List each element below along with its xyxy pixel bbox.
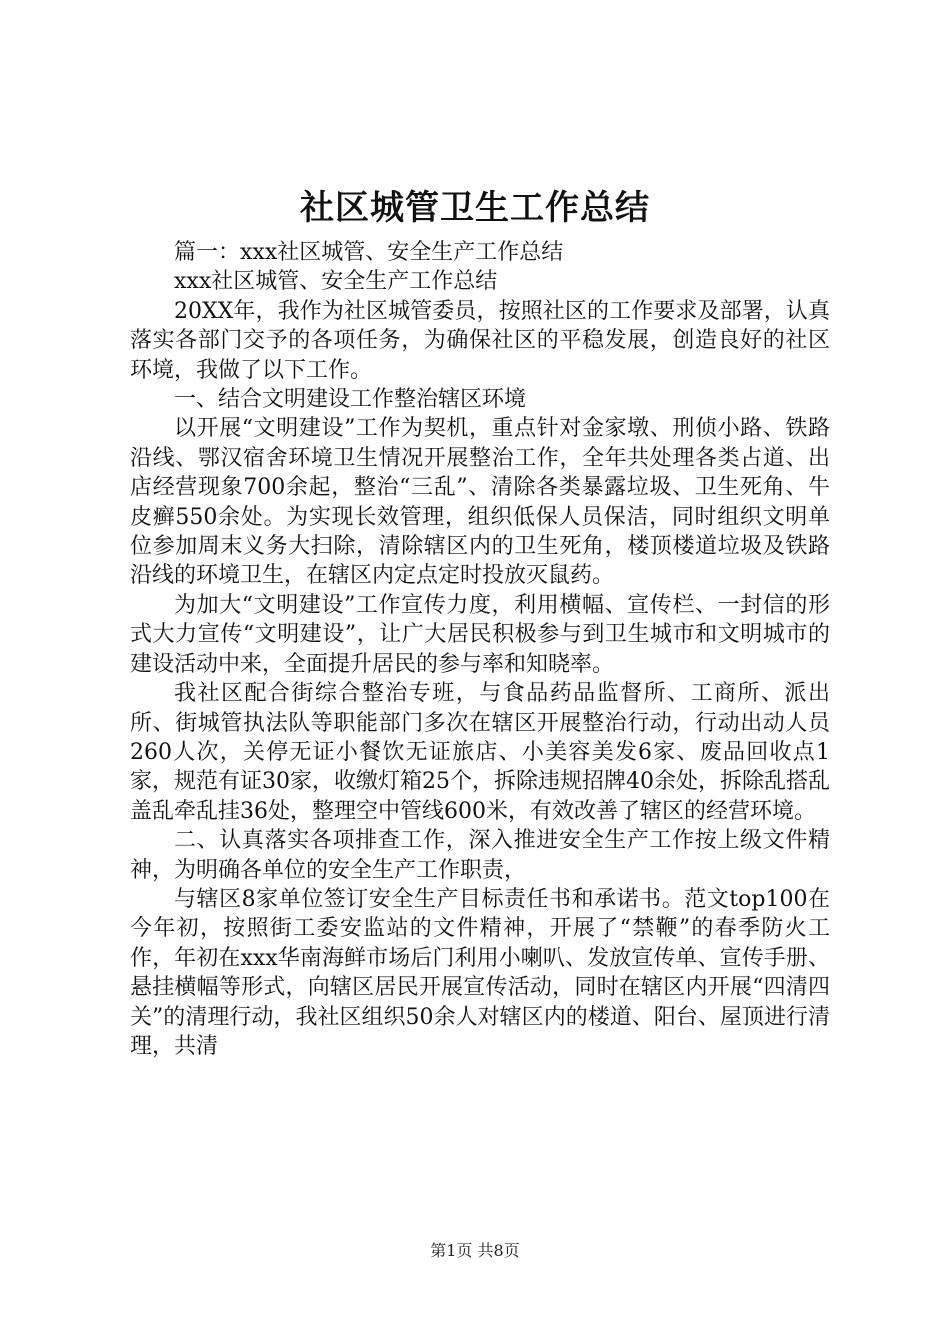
section-heading: 一、结合文明建设工作整治辖区环境 (174, 387, 527, 413)
paragraph: 为加大“文明建设”工作宣传力度，利用横幅、宣传栏、一封信的形式大力宣传“文明建设”，让广大居民积极参与到卫生城市和文明城市的建设活动中来，全面提升居民的参与率和知晓率。 (130, 592, 830, 677)
paragraph: 我社区配合街综合整治专班，与食品药品监督所、工商所、派出所、街城管执法队等职能部门多次在辖区开展整治行动，行动出动人员260人次，关停无证小餐饮无证旅店、小美容美发6家、废品回收点1家，规范有证30家，收缴灯箱25个，拆除违规招牌40余处，拆除乱搭乱盖乱牵乱挂36处，整理空中管线600米，有效改善了辖区的经营环境。 (130, 681, 830, 824)
page-number: 第1页 共8页 (430, 1241, 520, 1260)
section-heading: 二、认真落实各项排查工作，深入推进安全生产工作按上级文件精神，为明确各单位的安全生产工作职责， (130, 828, 830, 883)
paragraph: 与辖区8家单位签订安全生产目标责任书和承诺书。范文top100在今年初，按照街工委安监站的文件精神，开展了“禁鞭”的春季防火工作，年初在xxx华南海鲜市场后门利用小喇叭、发放宣传单、宣传手册、悬挂横幅等形式，向辖区居民开展宣传活动，同时在辖区内开展“四清四关”的清理行动，我社区组织50余人对辖区内的楼道、阳台、屋顶进行清理，共清 (130, 886, 830, 1059)
section-heading: 篇一：xxx社区城管、安全生产工作总结 (174, 240, 564, 265)
paragraph: 20XX年，我作为社区城管委员，按照社区的工作要求及部署，认真落实各部门交予的各项任务，为确保社区的平稳发展，创造良好的社区环境，我做了以下工作。 (130, 298, 830, 383)
subtitle: xxx社区城管、安全生产工作总结 (174, 269, 498, 295)
document-title: 社区城管卫生工作总结 (300, 188, 650, 228)
paragraph: 以开展“文明建设”工作为契机，重点针对金家墩、刑侦小路、铁路沿线、鄂汉宿舍环境卫生情况开展整治工作，全年共处理各类占道、出店经营现象700余起，整治“三乱”、清除各类暴露垃圾、卫生死角、牛皮癣550余处。为实现长效管理，组织低保人员保洁，同时组织文明单位参加周末义务大扫除，清除辖区内的卫生死角，楼顶楼道垃圾及铁路沿线的环境卫生，在辖区内定点定时投放灭鼠药。 (130, 416, 830, 589)
document-body (130, 238, 830, 1061)
